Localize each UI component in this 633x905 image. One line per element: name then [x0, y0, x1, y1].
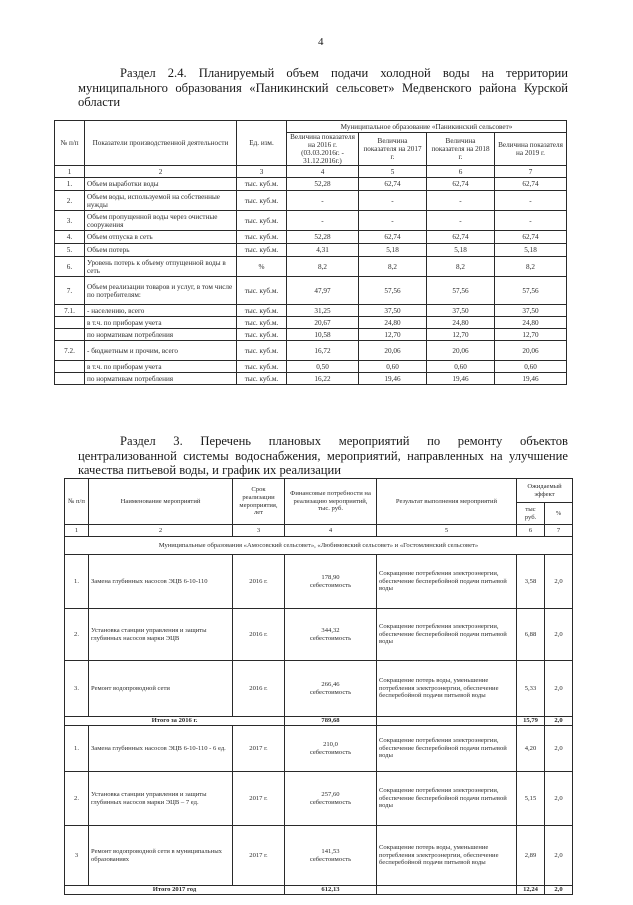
measures-table [64, 478, 573, 895]
t2-row-effect-rub: 6,88 [517, 609, 545, 661]
t1-row [55, 277, 567, 305]
t1-row-2017: 12,70 [359, 329, 427, 341]
t1-row-2017: - [359, 191, 427, 211]
t1-row [55, 317, 567, 329]
t1-row-2018: 0,60 [427, 361, 495, 373]
t1-row-2017: 0,60 [359, 361, 427, 373]
t1-row-2019: 20,06 [495, 341, 567, 361]
t1-row [55, 211, 567, 231]
t2-column-number: 1 [65, 525, 89, 537]
t1-row-2017: 19,46 [359, 373, 427, 385]
t2-row-effect-pct: 2,0 [545, 726, 573, 772]
t1-row-num: 7. [55, 277, 85, 305]
t1-row-2016: 8,2 [287, 257, 359, 277]
t2-total-finance: 612,13 [285, 886, 377, 895]
t1-row-2016: 4,31 [287, 244, 359, 257]
t1-column-number: 4 [287, 166, 359, 178]
t2-row-term: 2016 г. [233, 661, 285, 717]
t1-row-2019: - [495, 211, 567, 231]
t1-row-name: Объем пропущенной воды через очистные сооружения [85, 211, 237, 231]
t1-row-num [55, 373, 85, 385]
t2-column-number: 3 [233, 525, 285, 537]
t1-row-2017: 62,74 [359, 231, 427, 244]
t2-total-label: Итого 2017 год [65, 886, 285, 895]
t1-row-num [55, 361, 85, 373]
t1-row-2019: 19,46 [495, 373, 567, 385]
t2-row-name: Установка станции управления и защиты глубинных насосов марки ЭЦВ – 7 ед. [89, 772, 233, 826]
t1-row [55, 257, 567, 277]
t2-row-effect-pct: 2,0 [545, 826, 573, 886]
t2-row-finance: 178,90 себестоимость [285, 555, 377, 609]
t2-row-effect-pct: 2,0 [545, 661, 573, 717]
t2-row-result: Сокращение потребления электроэнергии, обеспечение бесперебойной подачи питьевой воды [377, 555, 517, 609]
t2-column-number: 2 [89, 525, 233, 537]
t1-row-2017: 24,80 [359, 317, 427, 329]
t1-row-unit: тыс. куб.м. [237, 317, 287, 329]
t2-row-effect-rub: 4,20 [517, 726, 545, 772]
t1-row-2018: 12,70 [427, 329, 495, 341]
t1-row-2019: 37,50 [495, 305, 567, 317]
t1-row-2018: 24,80 [427, 317, 495, 329]
t1-row-num: 4. [55, 231, 85, 244]
t1-row-2016: 20,67 [287, 317, 359, 329]
t1-row-unit: тыс. куб.м. [237, 277, 287, 305]
t2-row-effect-rub: 5,15 [517, 772, 545, 826]
t1-row-2018: 19,46 [427, 373, 495, 385]
t2-header-result: Результат выполнения мероприятий [377, 479, 517, 525]
t2-header-name: Наименование мероприятий [89, 479, 233, 525]
t1-row-2017: 8,2 [359, 257, 427, 277]
t1-column-numbers [55, 166, 567, 178]
t2-row [65, 726, 573, 772]
t1-row-2016: 52,28 [287, 231, 359, 244]
t2-row-term: 2017 г. [233, 772, 285, 826]
t2-total-row [65, 717, 573, 726]
t1-row-2016: 16,22 [287, 373, 359, 385]
t2-row-name: Ремонт водопроводной сети в муниципальных образованиях [89, 826, 233, 886]
t1-row-2016: 0,50 [287, 361, 359, 373]
t2-row-finance: 141,53 себестоимость [285, 826, 377, 886]
t1-row-2019: 5,18 [495, 244, 567, 257]
t2-row-effect-pct: 2,0 [545, 555, 573, 609]
t1-column-number: 6 [427, 166, 495, 178]
t1-header-group: Муниципальное образование «Паникинский сельсовет» [287, 121, 567, 133]
t1-row-2019: 62,74 [495, 178, 567, 191]
t2-row-result: Сокращение потребления электроэнергии, обеспечение бесперебойной подачи питьевой воды [377, 726, 517, 772]
t1-row-unit: тыс. куб.м. [237, 305, 287, 317]
t1-row-2019: - [495, 191, 567, 211]
t2-column-number: 5 [377, 525, 517, 537]
section-3-heading [78, 434, 568, 478]
t1-row-unit: тыс. куб.м. [237, 244, 287, 257]
t2-row-term: 2017 г. [233, 826, 285, 886]
t1-row-2019: 24,80 [495, 317, 567, 329]
t2-row-name: Замена глубинных насосов ЭЦВ 6-10-110 - 6 ед. [89, 726, 233, 772]
section-2-4-heading [78, 66, 568, 110]
t1-row-num: 3. [55, 211, 85, 231]
t2-row-finance: 257,60 себестоимость [285, 772, 377, 826]
t1-row-2018: 62,74 [427, 231, 495, 244]
t2-row [65, 772, 573, 826]
t2-column-numbers [65, 525, 573, 537]
t2-row-result: Сокращение потерь воды, уменьшение потребления электроэнергии, обеспечение бесперебойной подачи питьевой воды [377, 661, 517, 717]
t1-row-name: Объем отпуска в сеть [85, 231, 237, 244]
t1-row-name: в т.ч. по приборам учета [85, 361, 237, 373]
t1-row-2016: - [287, 211, 359, 231]
t2-row-term: 2017 г. [233, 726, 285, 772]
t2-header-finance: Финансовые потребности на реализацию мероприятий, тыс. руб. [285, 479, 377, 525]
t1-row-num: 7.1. [55, 305, 85, 317]
t1-row-2018: - [427, 211, 495, 231]
t2-row-name: Установка станции управления и защиты глубинных насосов марки ЭЦВ [89, 609, 233, 661]
t1-row [55, 361, 567, 373]
t1-row-2017: - [359, 211, 427, 231]
t1-row [55, 373, 567, 385]
t1-row-num: 6. [55, 257, 85, 277]
t1-row-num: 7.2. [55, 341, 85, 361]
t1-row [55, 305, 567, 317]
t1-row-2018: 8,2 [427, 257, 495, 277]
t1-row [55, 244, 567, 257]
t1-row [55, 329, 567, 341]
t2-row-term: 2016 г. [233, 555, 285, 609]
t1-row-name: - бюджетным и прочим, всего [85, 341, 237, 361]
t1-row-2018: 20,06 [427, 341, 495, 361]
t2-header-num: № п/п [65, 479, 89, 525]
t2-row-result: Сокращение потребления электроэнергии, обеспечение бесперебойной подачи питьевой воды [377, 772, 517, 826]
t2-total-effect-pct: 2,0 [545, 717, 573, 726]
t1-header-unit: Ед. изм. [237, 121, 287, 166]
t2-row [65, 661, 573, 717]
t1-header-2018: Величина показателя на 2018 г. [427, 133, 495, 166]
t1-header-indicator: Показатели производственной деятельности [85, 121, 237, 166]
t2-row-num: 2. [65, 609, 89, 661]
t2-total-effect-rub: 15,79 [517, 717, 545, 726]
t1-row-2018: 37,50 [427, 305, 495, 317]
section-3-heading-text: Раздел 3. Перечень плановых мероприятий по ремонту объектов централизованной системы водоснабжения, мероприятий, направленных на улучшение качества питьевой воды, и график их реализации [78, 434, 568, 477]
t1-row-2017: 62,74 [359, 178, 427, 191]
t1-row-name: по нормативам потребления [85, 329, 237, 341]
t1-row-2018: 5,18 [427, 244, 495, 257]
t2-row-num: 2. [65, 772, 89, 826]
t2-row-effect-pct: 2,0 [545, 772, 573, 826]
t1-row-name: по нормативам потребления [85, 373, 237, 385]
t1-row-num: 5. [55, 244, 85, 257]
page-number: 4 [318, 36, 324, 48]
t1-header-2019: Величина показателя на 2019 г. [495, 133, 567, 166]
t1-row-2017: 5,18 [359, 244, 427, 257]
t2-column-number: 6 [517, 525, 545, 537]
t1-row-unit: % [237, 257, 287, 277]
t2-header-effect: Ожидаемый эффект [517, 479, 573, 503]
t1-row-unit: тыс. куб.м. [237, 191, 287, 211]
t1-row-name: Объем воды, используемой на собственные нужды [85, 191, 237, 211]
t1-row-2017: 57,56 [359, 277, 427, 305]
t2-total-empty [377, 886, 517, 895]
t1-column-number: 3 [237, 166, 287, 178]
t1-row [55, 341, 567, 361]
t1-header-2016: Величина показателя на 2016 г. (03.03.2016г. - 31.12.2016г.) [287, 133, 359, 166]
water-supply-table [54, 120, 567, 385]
t1-row-unit: тыс. куб.м. [237, 361, 287, 373]
t2-total-finance: 789,68 [285, 717, 377, 726]
section-2-4-heading-text: Раздел 2.4. Планируемый объем подачи холодной воды на территории муниципального образования «Паникинский сельсовет» Медвенского района Курской области [78, 66, 568, 109]
t1-row-name: Объем реализации товаров и услуг, в том числе по потребителям: [85, 277, 237, 305]
t2-row-num: 1. [65, 726, 89, 772]
t1-row-2019: 57,56 [495, 277, 567, 305]
t1-row-2019: 0,60 [495, 361, 567, 373]
t1-row-2016: 10,58 [287, 329, 359, 341]
t2-header-effect-rub: тыс руб. [517, 503, 545, 525]
t2-row-result: Сокращение потребления электроэнергии, обеспечение бесперебойной подачи питьевой воды [377, 609, 517, 661]
t2-row-term: 2016 г. [233, 609, 285, 661]
t2-header-effect-pct: % [545, 503, 573, 525]
t2-row-name: Замена глубинных насосов ЭЦВ 6-10-110 [89, 555, 233, 609]
t1-row-2016: 52,28 [287, 178, 359, 191]
t1-row-name: Объем выработки воды [85, 178, 237, 191]
t2-row-finance: 344,32 себестоимость [285, 609, 377, 661]
t2-row [65, 826, 573, 886]
t1-column-number: 1 [55, 166, 85, 178]
t2-group-title: Муниципальные образования «Амосовский сельсовет», «Любимовский сельсовет» и «Гостомлянский сельсовет» [65, 537, 573, 555]
t1-row-2019: 12,70 [495, 329, 567, 341]
t1-row-2017: 37,50 [359, 305, 427, 317]
t1-header-2017: Величина показателя на 2017 г. [359, 133, 427, 166]
t1-row-2016: 16,72 [287, 341, 359, 361]
t2-total-empty [377, 717, 517, 726]
t1-row-2018: 57,56 [427, 277, 495, 305]
t1-row-2018: - [427, 191, 495, 211]
t2-row-effect-rub: 2,89 [517, 826, 545, 886]
t1-row-unit: тыс. куб.м. [237, 329, 287, 341]
t2-total-row [65, 886, 573, 895]
t1-row-2017: 20,06 [359, 341, 427, 361]
t2-header-term: Срок реализации мероприятия, лет [233, 479, 285, 525]
t1-row-2019: 8,2 [495, 257, 567, 277]
t1-row-2019: 62,74 [495, 231, 567, 244]
t2-column-number: 4 [285, 525, 377, 537]
t1-row-num: 2. [55, 191, 85, 211]
t1-row-2018: 62,74 [427, 178, 495, 191]
t2-row [65, 555, 573, 609]
t2-row-num: 3 [65, 826, 89, 886]
t2-row [65, 609, 573, 661]
t1-row [55, 178, 567, 191]
t1-row [55, 231, 567, 244]
t1-row-2016: 47,97 [287, 277, 359, 305]
t1-row [55, 191, 567, 211]
t2-row-name: Ремонт водопроводной сети [89, 661, 233, 717]
t1-header-num: № п/п [55, 121, 85, 166]
t1-row-2016: - [287, 191, 359, 211]
t1-row-num [55, 329, 85, 341]
t1-row-num [55, 317, 85, 329]
t1-column-number: 7 [495, 166, 567, 178]
t1-column-number: 5 [359, 166, 427, 178]
t1-row-name: - населению, всего [85, 305, 237, 317]
t1-row-name: Объем потерь [85, 244, 237, 257]
t2-row-num: 3. [65, 661, 89, 717]
t2-row-result: Сокращение потерь воды, уменьшение потребления электроэнергии, обеспечение бесперебойной подачи питьевой воды [377, 826, 517, 886]
t2-total-label: Итого за 2016 г. [65, 717, 285, 726]
t1-row-unit: тыс. куб.м. [237, 178, 287, 191]
t2-total-effect-rub: 12,24 [517, 886, 545, 895]
t2-row-effect-rub: 5,33 [517, 661, 545, 717]
t1-row-num: 1. [55, 178, 85, 191]
t2-row-num: 1. [65, 555, 89, 609]
t2-row-finance: 210,0 себестоимость [285, 726, 377, 772]
t2-total-effect-pct: 2,0 [545, 886, 573, 895]
t1-column-number: 2 [85, 166, 237, 178]
t1-row-name: в т.ч. по приборам учета [85, 317, 237, 329]
t1-row-2016: 31,25 [287, 305, 359, 317]
t1-row-unit: тыс. куб.м. [237, 373, 287, 385]
t1-row-unit: тыс. куб.м. [237, 211, 287, 231]
t2-column-number: 7 [545, 525, 573, 537]
t2-row-effect-pct: 2,0 [545, 609, 573, 661]
t2-row-finance: 266,46 себестоимость [285, 661, 377, 717]
t1-row-unit: тыс. куб.м. [237, 231, 287, 244]
t1-row-name: Уровень потерь к объему отпущенной воды в сеть [85, 257, 237, 277]
t1-row-unit: тыс. куб.м. [237, 341, 287, 361]
t2-row-effect-rub: 3,58 [517, 555, 545, 609]
